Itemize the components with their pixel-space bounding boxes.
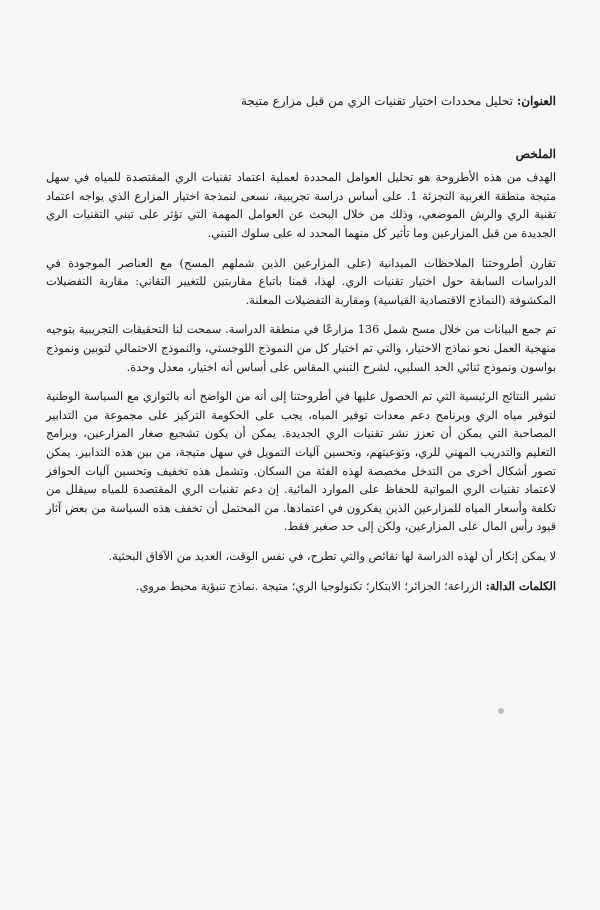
abstract-paragraph-4: تشير النتائج الرئيسية التي تم الحصول عليها في أطروحتنا إلى أنه من الواضح أنه بالتوازي مع السياسة الوطنية لتوفير مياه الري وبرنامج دعم معدات توفير المياه، يجب على الحكومة التركيز على مجموعة من التدابير المصاحبة التي يمكن أن تعزز نشر تقنيات الري الجديدة. يمكن أن يكون تشجيع صغار المزارعين، وبرامج التعليم والتدريب المهني للري، وتوعيتهم، وتحسين آليات التمويل في سهل متيجة، من بين هذه التدابير. يمكن تصور أشكال أخرى من التدخل مخصصة لهذه الفئة من السكان. وتشمل هذه تخفيف وتحسين آليات الحوافز لاعتماد تقنيات الري المواتية للحفاظ على الموارد المائية. إن دعم تقنيات الري المقتصدة للمياه سيقلل من تكلفة وأسعار المياه للمزارعين الذين يفكرون في اعتمادها. من المحتمل أن تخفف هذه السياسة من بعض آثار قيود رأس المال على المزارعين، ولكن إلى حد صغير فقط. — [46, 390, 556, 534]
abstract-paragraph-1: الهدف من هذه الأطروحة هو تحليل العوامل المحددة لعملية اعتماد تقنيات الري المقتصدة للمياه في سهل متيجة منطقة الغربية التجزئة 1. على أساس دراسة تجريبية، نسعى لنمذجة اختيار المزارع الذي يواجه اعتماد تقنية الري والرش الموضعي، وذلك من خلال البحث عن العوامل المهمة التي تؤثر على تبني التقنيات الري الجديدة من قبل المزارعين وما تأثير كل منهما المحدد له على سلوك التبني. — [46, 171, 556, 240]
abstract-paragraph-2: تقارن أطروحتنا الملاحظات الميدانية (على المزارعين الذين شملهم المسح) مع العناصر الموجودة في الدراسات السابقة حول اختيار تقنيات الري. لهذا، قمنا باتباع مقاربتين للتغيير التقاني: مقاربة التفضيلات المكشوفة (النماذج الاقتصادية القياسية) ومقاربة التفضيلات المعلنة. — [46, 256, 556, 307]
title-line — [46, 92, 556, 111]
keywords-line — [46, 577, 556, 597]
abstract-heading: الملخص — [515, 146, 556, 161]
title-text: تحليل محددات اختيار تقنيات الري من قبل مزارع متيجة — [241, 94, 513, 108]
title-label: العنوان: — [516, 94, 556, 108]
abstract-paragraph-3: تم جمع البيانات من خلال مسح شمل 136 مزارعًا في منطقة الدراسة. سمحت لنا التحقيقات التجريبية بتوجيه منهجية العمل نحو نماذج الاختيار، والتي تم اختيار كل من النموذج اللوجستي، والنموذج الاحتمالي لتوبين ونموذج بواسون ونموذج ثنائي الحد السلبي، لشرح التبني المقاس على أساس أنه اختيار، معدل وحدة. — [46, 323, 556, 374]
scan-speck — [498, 708, 504, 714]
keywords-text: الزراعة؛ الجزائر؛ الابتكار؛ تكنولوجيا الري؛ متيجة .نماذج تنبؤية محيط مروي. — [135, 580, 482, 594]
keywords-label: الكلمات الدالة: — [485, 579, 556, 594]
abstract-paragraph-5: لا يمكن إنكار أن لهذه الدراسة لها نقائص والتي تطرح، في نفس الوقت، العديد من الآفاق البحثية. — [108, 549, 556, 563]
document-content — [46, 92, 556, 608]
